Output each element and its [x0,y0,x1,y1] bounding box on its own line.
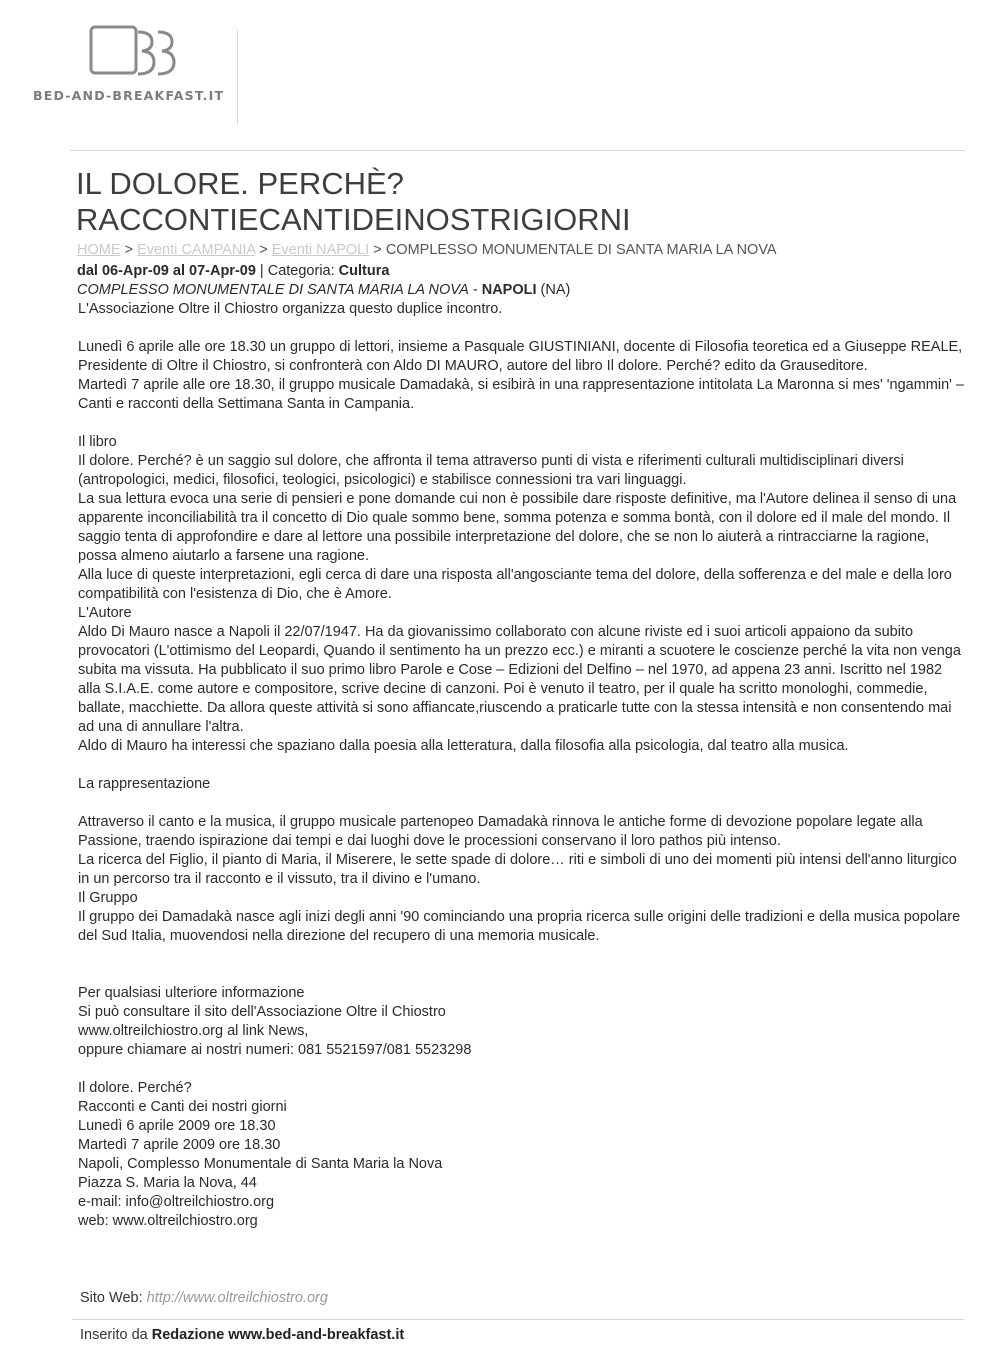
logo-cup-icon [88,22,188,84]
summary-title: Il dolore. Perché? [78,1080,192,1096]
event-city: NAPOLI [481,282,537,298]
author-paragraph-1: Aldo Di Mauro nasce a Napoli il 22/07/1947. Ha da giovanissimo collaborato con alcune riviste ed i suoi articoli appaiono da subito provocatori (L'ottimismo del Leopardi, Quando il sentimento ha un prezzo ecc.) e miranti a scuotere le coscienze perché la vita non venga subita ma vissuta. Ha pubblicato il suo primo libro Parole e Cose – Edizioni del Delfino – nel 1970, ad appena 23 anni. Iscritto nel 1982 alla S.I.A.E. come autore e compositore, scrive decine di canzoni. Poi è venuto il teatro, per il quale ha scritto monologhi, commedie, ballate, macchiette. Da allora queste attività si sono affiancate,riuscendo a praticarle tutte con la stessa intensità e non consentendo mai ad una di annullare l'altra. [78,624,961,735]
site-web-line [80,1290,328,1306]
tuesday-paragraph: Martedì 7 aprile alle ore 18.30, il gruppo musicale Damadakà, si esibirà in una rappresentazione intitolata La Maronna si mes' 'ngammin' – Canti e racconti della Settimana Santa in Campania. [78,377,965,412]
top-divider [70,150,965,151]
breadcrumb-home-link[interactable]: HOME [77,242,121,258]
author-heading: L'Autore [78,605,132,621]
event-category: Cultura [338,263,390,279]
performance-paragraph-2: La ricerca del Figlio, il pianto di Maria, il Miserere, le sette spade di dolore… riti e simboli di uno dei momenti più intensi dell'anno liturgico in un percorso tra il racconto e il vissuto, tra il divino e l'umano. [78,852,957,887]
info-line-4: oppure chiamare ai nostri numeri: 081 5521597/081 5523298 [78,1042,472,1058]
book-paragraph-2: La sua lettura evoca una serie di pensieri e pone domande cui non è possibile dare risposte definitive, ma l'Autore delinea il senso di una apparente inconciliabilità tra il concetto di Dio quale sommo bene, somma potenza e somma bontà, con il dolore ed il male del mondo. Il saggio tenta di approfondire e dare al lettore una possibile interpretazione del dolore, che se non lo aiuterà a rintracciarne la ragione, possa almeno aiutarlo a farsene una ragione. [78,491,957,564]
breadcrumb [77,242,777,258]
logo-text: BED-AND-BREAKFAST.IT [33,88,225,103]
summary-venue: Napoli, Complesso Monumentale di Santa Maria la Nova [78,1156,443,1172]
event-dates-line [77,263,389,279]
book-heading: Il libro [78,434,117,450]
intro-paragraph: L'Associazione Oltre il Chiostro organizza questo duplice incontro. [78,301,503,317]
summary-date-2: Martedì 7 aprile 2009 ore 18.30 [78,1137,281,1153]
book-paragraph-3: Alla luce di queste interpretazioni, egli cerca di dare una risposta all'angosciante tema del dolore, della sofferenza e del male e della loro compatibilità con l'esistenza di Dio, che è Amore. [78,567,952,602]
inserted-by-label: Inserito da [80,1327,152,1343]
inserted-by-line [80,1327,404,1343]
site-logo[interactable] [33,22,238,122]
monday-paragraph: Lunedì 6 aprile alle ore 18.30 un gruppo di lettori, insieme a Pasquale GIUSTINIANI, docente di Filosofia teoretica ed a Giuseppe REALE, Presidente di Oltre il Chiostro, si confronterà con Aldo DI MAURO, autore del libro Il dolore. Perché? edito da Grauseditore. [78,339,963,374]
breadcrumb-separator: > [120,242,138,258]
logo-divider [237,30,238,125]
breadcrumb-separator: > [255,242,272,258]
category-label: | Categoria: [255,263,339,279]
event-venue-line [77,282,570,298]
summary-date-1: Lunedì 6 aprile 2009 ore 18.30 [78,1118,276,1134]
info-line-2: Si può consultare il sito dell'Associazione Oltre il Chiostro [78,1004,446,1020]
event-province: (NA) [536,282,571,298]
breadcrumb-separator: > [369,242,386,258]
site-web-label: Sito Web: [80,1290,147,1306]
info-line-1: Per qualsiasi ulteriore informazione [78,985,305,1001]
breadcrumb-campania-link[interactable]: Eventi CAMPANIA [137,242,256,258]
summary-web: web: www.oltreilchiostro.org [78,1213,258,1229]
article-body [78,300,968,1231]
inserted-by-author: Redazione www.bed-and-breakfast.it [151,1327,405,1343]
title-line-2: RACCONTIECANTIDEINOSTRIGIORNI [76,202,631,237]
page-title [76,166,631,238]
book-paragraph-1: Il dolore. Perché? è un saggio sul dolore, che affronta il tema attraverso punti di vista e riferimenti culturali multidisciplinari diversi (antropologici, medici, filosofici, teologici, psicologici) e stabilisce connessioni tra vari linguaggi. [78,453,904,488]
breadcrumb-current: COMPLESSO MONUMENTALE DI SANTA MARIA LA NOVA [385,242,777,258]
event-dates: dal 06-Apr-09 al 07-Apr-09 [77,263,256,279]
site-web-link[interactable]: http://www.oltreilchiostro.org [146,1290,328,1306]
author-paragraph-2: Aldo di Mauro ha interessi che spaziano dalla poesia alla letteratura, dalla filosofia alla psicologia, dal teatro alla musica. [78,738,849,754]
group-paragraph: Il gruppo dei Damadakà nasce agli inizi degli anni '90 cominciando una propria ricerca sulle origini delle tradizioni e della musica popolare del Sud Italia, muovendosi nella direzione del recupero di una memoria musicale. [78,909,961,944]
venue-separator: - [468,282,482,298]
summary-subtitle: Racconti e Canti dei nostri giorni [78,1099,287,1115]
info-line-3: www.oltreilchiostro.org al link News, [78,1023,309,1039]
group-heading: Il Gruppo [78,890,138,906]
bottom-divider [72,1319,964,1320]
performance-heading: La rappresentazione [78,776,211,792]
event-venue: COMPLESSO MONUMENTALE DI SANTA MARIA LA NOVA [77,282,469,298]
performance-paragraph-1: Attraverso il canto e la musica, il gruppo musicale partenopeo Damadakà rinnova le antiche forme di devozione popolare legate alla Passione, traendo ispirazione dai tempi e dai luoghi dove le processioni conservano il loro pathos più intenso. [78,814,923,849]
summary-email: e-mail: info@oltreilchiostro.org [78,1194,275,1210]
title-line-1: IL DOLORE. PERCHÈ? [76,166,404,201]
breadcrumb-napoli-link[interactable]: Eventi NAPOLI [271,242,370,258]
summary-address: Piazza S. Maria la Nova, 44 [78,1175,257,1191]
